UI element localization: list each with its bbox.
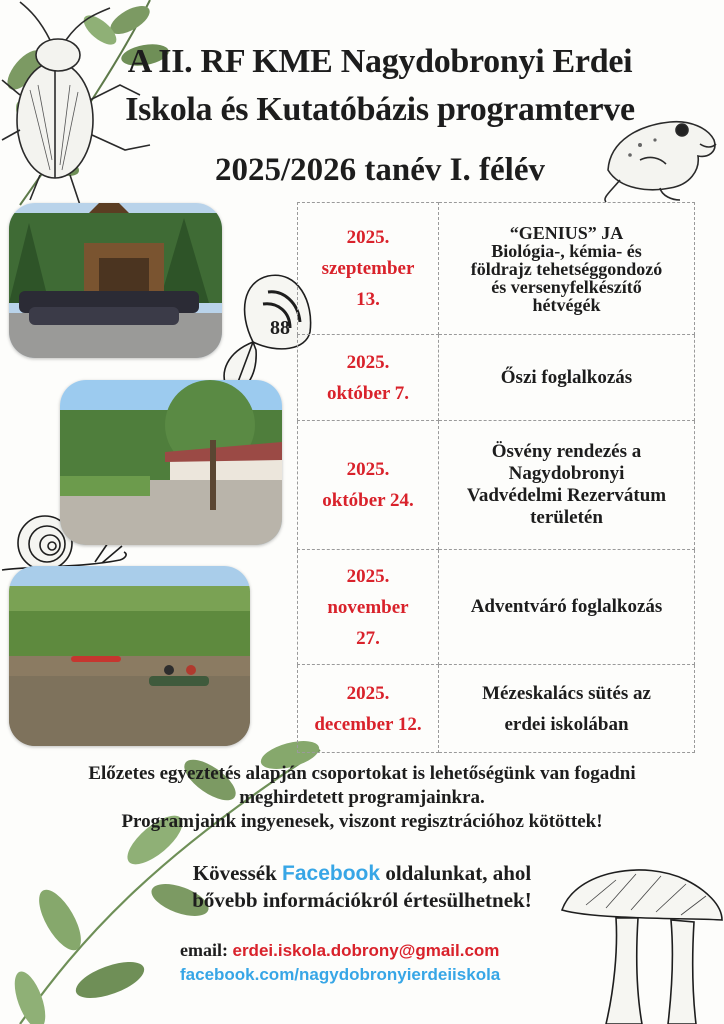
contact-info <box>180 938 580 987</box>
facebook-word: Facebook <box>282 862 381 885</box>
program-schedule-table <box>297 202 695 753</box>
group-photo-at-wooden-gate <box>9 203 222 358</box>
schedule-event: “GENIUS” JA Biológia-, kémia- és földrajz tehetséggondozó és versenyfelkészítő hétvégék <box>439 203 695 335</box>
canoes-on-river <box>9 566 250 746</box>
page-title <box>60 38 700 134</box>
facebook-page-link[interactable]: facebook.com/nagydobronyierdeiiskola <box>180 965 501 984</box>
svg-text:88: 88 <box>270 317 290 339</box>
schedule-event: Őszi foglalkozás <box>439 335 695 421</box>
schedule-date: 2025. október 24. <box>298 421 439 550</box>
schedule-event: Ösvény rendezés a Nagydobronyi Vadvédelmi Rezervátum területén <box>439 421 695 550</box>
schedule-row <box>298 550 695 665</box>
schedule-event: Adventváró foglalkozás <box>439 550 695 665</box>
schedule-date: 2025. november 27. <box>298 550 439 665</box>
school-building-courtyard <box>60 380 282 545</box>
schedule-date: 2025. október 7. <box>298 335 439 421</box>
schedule-row <box>298 203 695 335</box>
schedule-row <box>298 665 695 753</box>
semester-subtitle: 2025/2026 tanév I. félév <box>215 152 545 188</box>
schedule-row <box>298 335 695 421</box>
follow-us-text: Kövessék Facebook oldalunkat, ahol bővebb információkról értesülhetnek! <box>192 861 532 912</box>
schedule-date: 2025. december 12. <box>298 665 439 753</box>
title-line-1: A II. RF KME Nagydobronyi Erdei <box>127 43 633 80</box>
schedule-row <box>298 421 695 550</box>
schedule-event: Mézeskalács sütés az erdei iskolában <box>439 665 695 753</box>
title-line-2: Iskola és Kutatóbázis programterve <box>125 91 635 128</box>
schedule-date: 2025. szeptember 13. <box>298 203 439 335</box>
email-label: email: <box>180 940 233 960</box>
registration-note: Előzetes egyeztetés alapján csoportokat is lehetőségünk van fogadni meghirdetett programjainkra. Programjaink ingyenesek, viszont regisztrációhoz kötöttek! <box>88 763 636 832</box>
email-link[interactable]: erdei.iskola.dobrony@gmail.com <box>232 941 500 960</box>
